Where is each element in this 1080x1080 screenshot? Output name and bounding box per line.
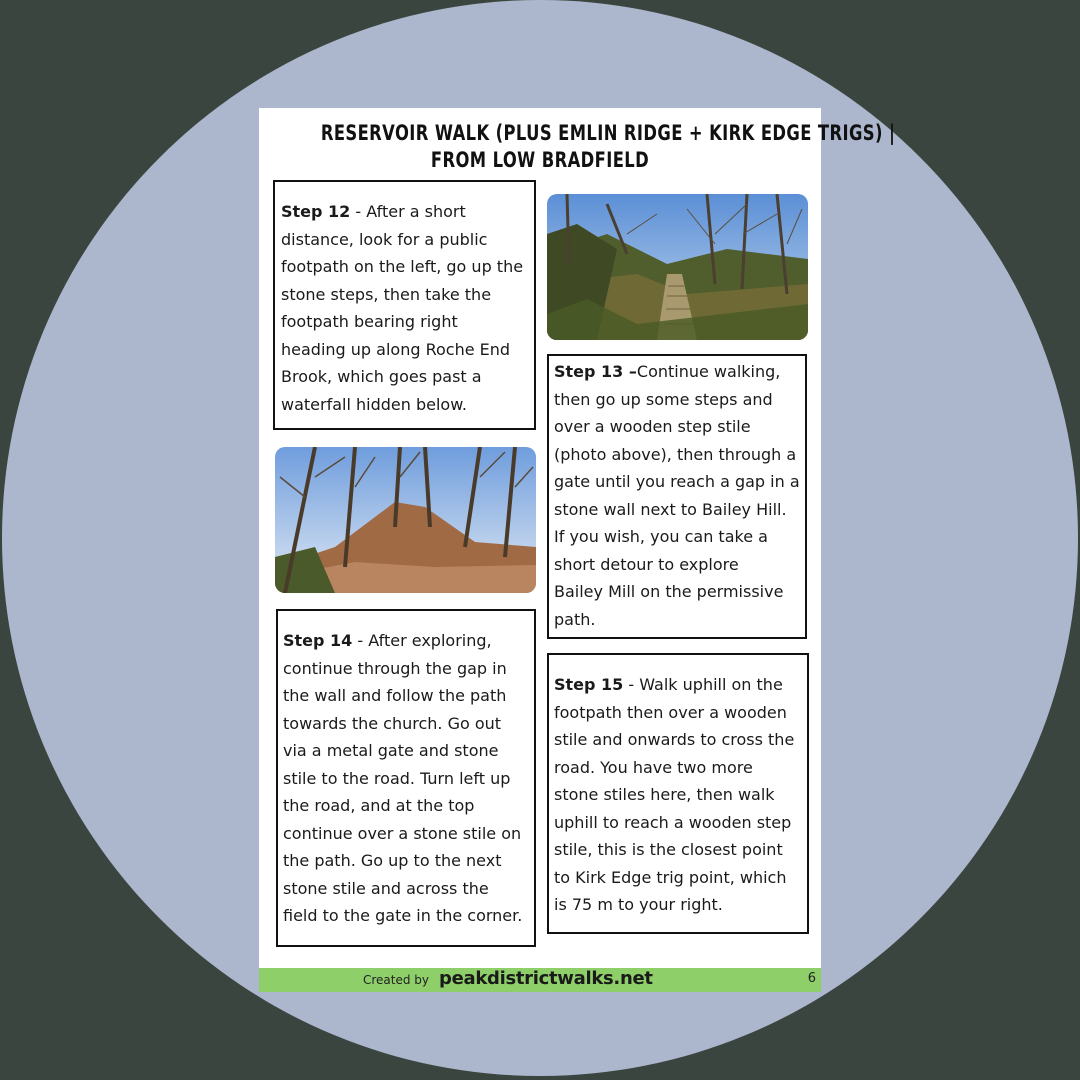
step-15-text: is 75 m to your right. xyxy=(554,895,723,914)
step-12-text: - After a short xyxy=(350,202,466,221)
step-12-text: heading up along Roche End xyxy=(281,339,511,359)
step-15-box xyxy=(547,653,809,934)
photo-woodland-steps xyxy=(547,194,808,340)
document-page xyxy=(259,108,896,992)
step-14-text: field to the gate in the corner. xyxy=(283,906,523,925)
footer-bar xyxy=(259,968,821,992)
step-12-text: stone steps, then take the xyxy=(281,284,492,304)
step-15-text: road. You have two more xyxy=(554,757,753,777)
step-14-text: stile to the road. Turn left up xyxy=(283,768,511,788)
step-13-text: (photo above), then through a xyxy=(554,444,797,464)
step-14-label: Step 14 xyxy=(283,631,353,650)
step-13-text: Bailey Mill on the permissive xyxy=(554,582,784,601)
step-15-text: - Walk uphill on the xyxy=(623,675,783,694)
step-14-text: the wall and follow the path xyxy=(283,686,507,705)
step-14-text: - After exploring, xyxy=(352,631,492,650)
step-15-label: Step 15 xyxy=(554,675,624,694)
step-13-text: short detour to explore xyxy=(554,554,739,574)
step-14-text: towards the church. Go out xyxy=(283,713,502,733)
step-13-label: Step 13 – xyxy=(554,362,637,381)
step-12-label: Step 12 xyxy=(281,202,351,221)
step-15-text: uphill to reach a wooden step xyxy=(554,812,792,832)
page-title-line-2: FROM LOW BRADFIELD xyxy=(430,148,650,172)
step-12-text: Brook, which goes past a xyxy=(281,367,482,386)
step-13-text: gate until you reach a gap in a xyxy=(554,472,800,491)
step-13-text: Continue walking, xyxy=(636,362,781,381)
step-12-text: distance, look for a public xyxy=(281,229,488,249)
step-12-text: waterfall hidden below. xyxy=(281,394,467,414)
step-15-text: stone stiles here, then walk xyxy=(554,785,775,804)
step-14-text: the path. Go up to the next xyxy=(283,851,502,870)
step-15-text: to Kirk Edge trig point, which xyxy=(554,867,787,887)
step-15-text: stile, this is the closest point xyxy=(554,840,783,859)
step-13-text: over a wooden step stile xyxy=(554,417,751,436)
step-14-text: continue through the gap in xyxy=(283,658,507,678)
step-12-text: footpath on the left, go up the xyxy=(281,257,524,276)
step-12-text: footpath bearing right xyxy=(281,312,458,331)
page-title xyxy=(320,120,896,174)
footer-created-by: Created by xyxy=(363,973,430,987)
footer-site-link[interactable]: peakdistrictwalks.net xyxy=(439,968,653,989)
step-14-text: stone stile and across the xyxy=(283,878,489,898)
step-14-box xyxy=(276,609,536,947)
page-number: 6 xyxy=(807,971,816,986)
step-12-box xyxy=(273,180,536,430)
step-15-text: stile and onwards to cross the xyxy=(554,730,795,749)
step-13-text: stone wall next to Bailey Hill. xyxy=(554,499,787,519)
step-14-text: continue over a stone stile on xyxy=(283,823,522,843)
photo-bailey-hill xyxy=(275,447,536,593)
page-title-line-1: RESERVOIR WALK (PLUS EMLIN RIDGE + KIRK EDGE TRIGS) | xyxy=(320,121,896,145)
step-13-text: then go up some steps and xyxy=(554,389,773,409)
step-13-box xyxy=(547,354,807,639)
step-13-text: If you wish, you can take a xyxy=(554,527,768,546)
step-14-text: via a metal gate and stone xyxy=(283,741,499,760)
step-14-text: the road, and at the top xyxy=(283,796,475,815)
step-15-text: footpath then over a wooden xyxy=(554,702,787,722)
step-13-text: path. xyxy=(554,609,596,629)
